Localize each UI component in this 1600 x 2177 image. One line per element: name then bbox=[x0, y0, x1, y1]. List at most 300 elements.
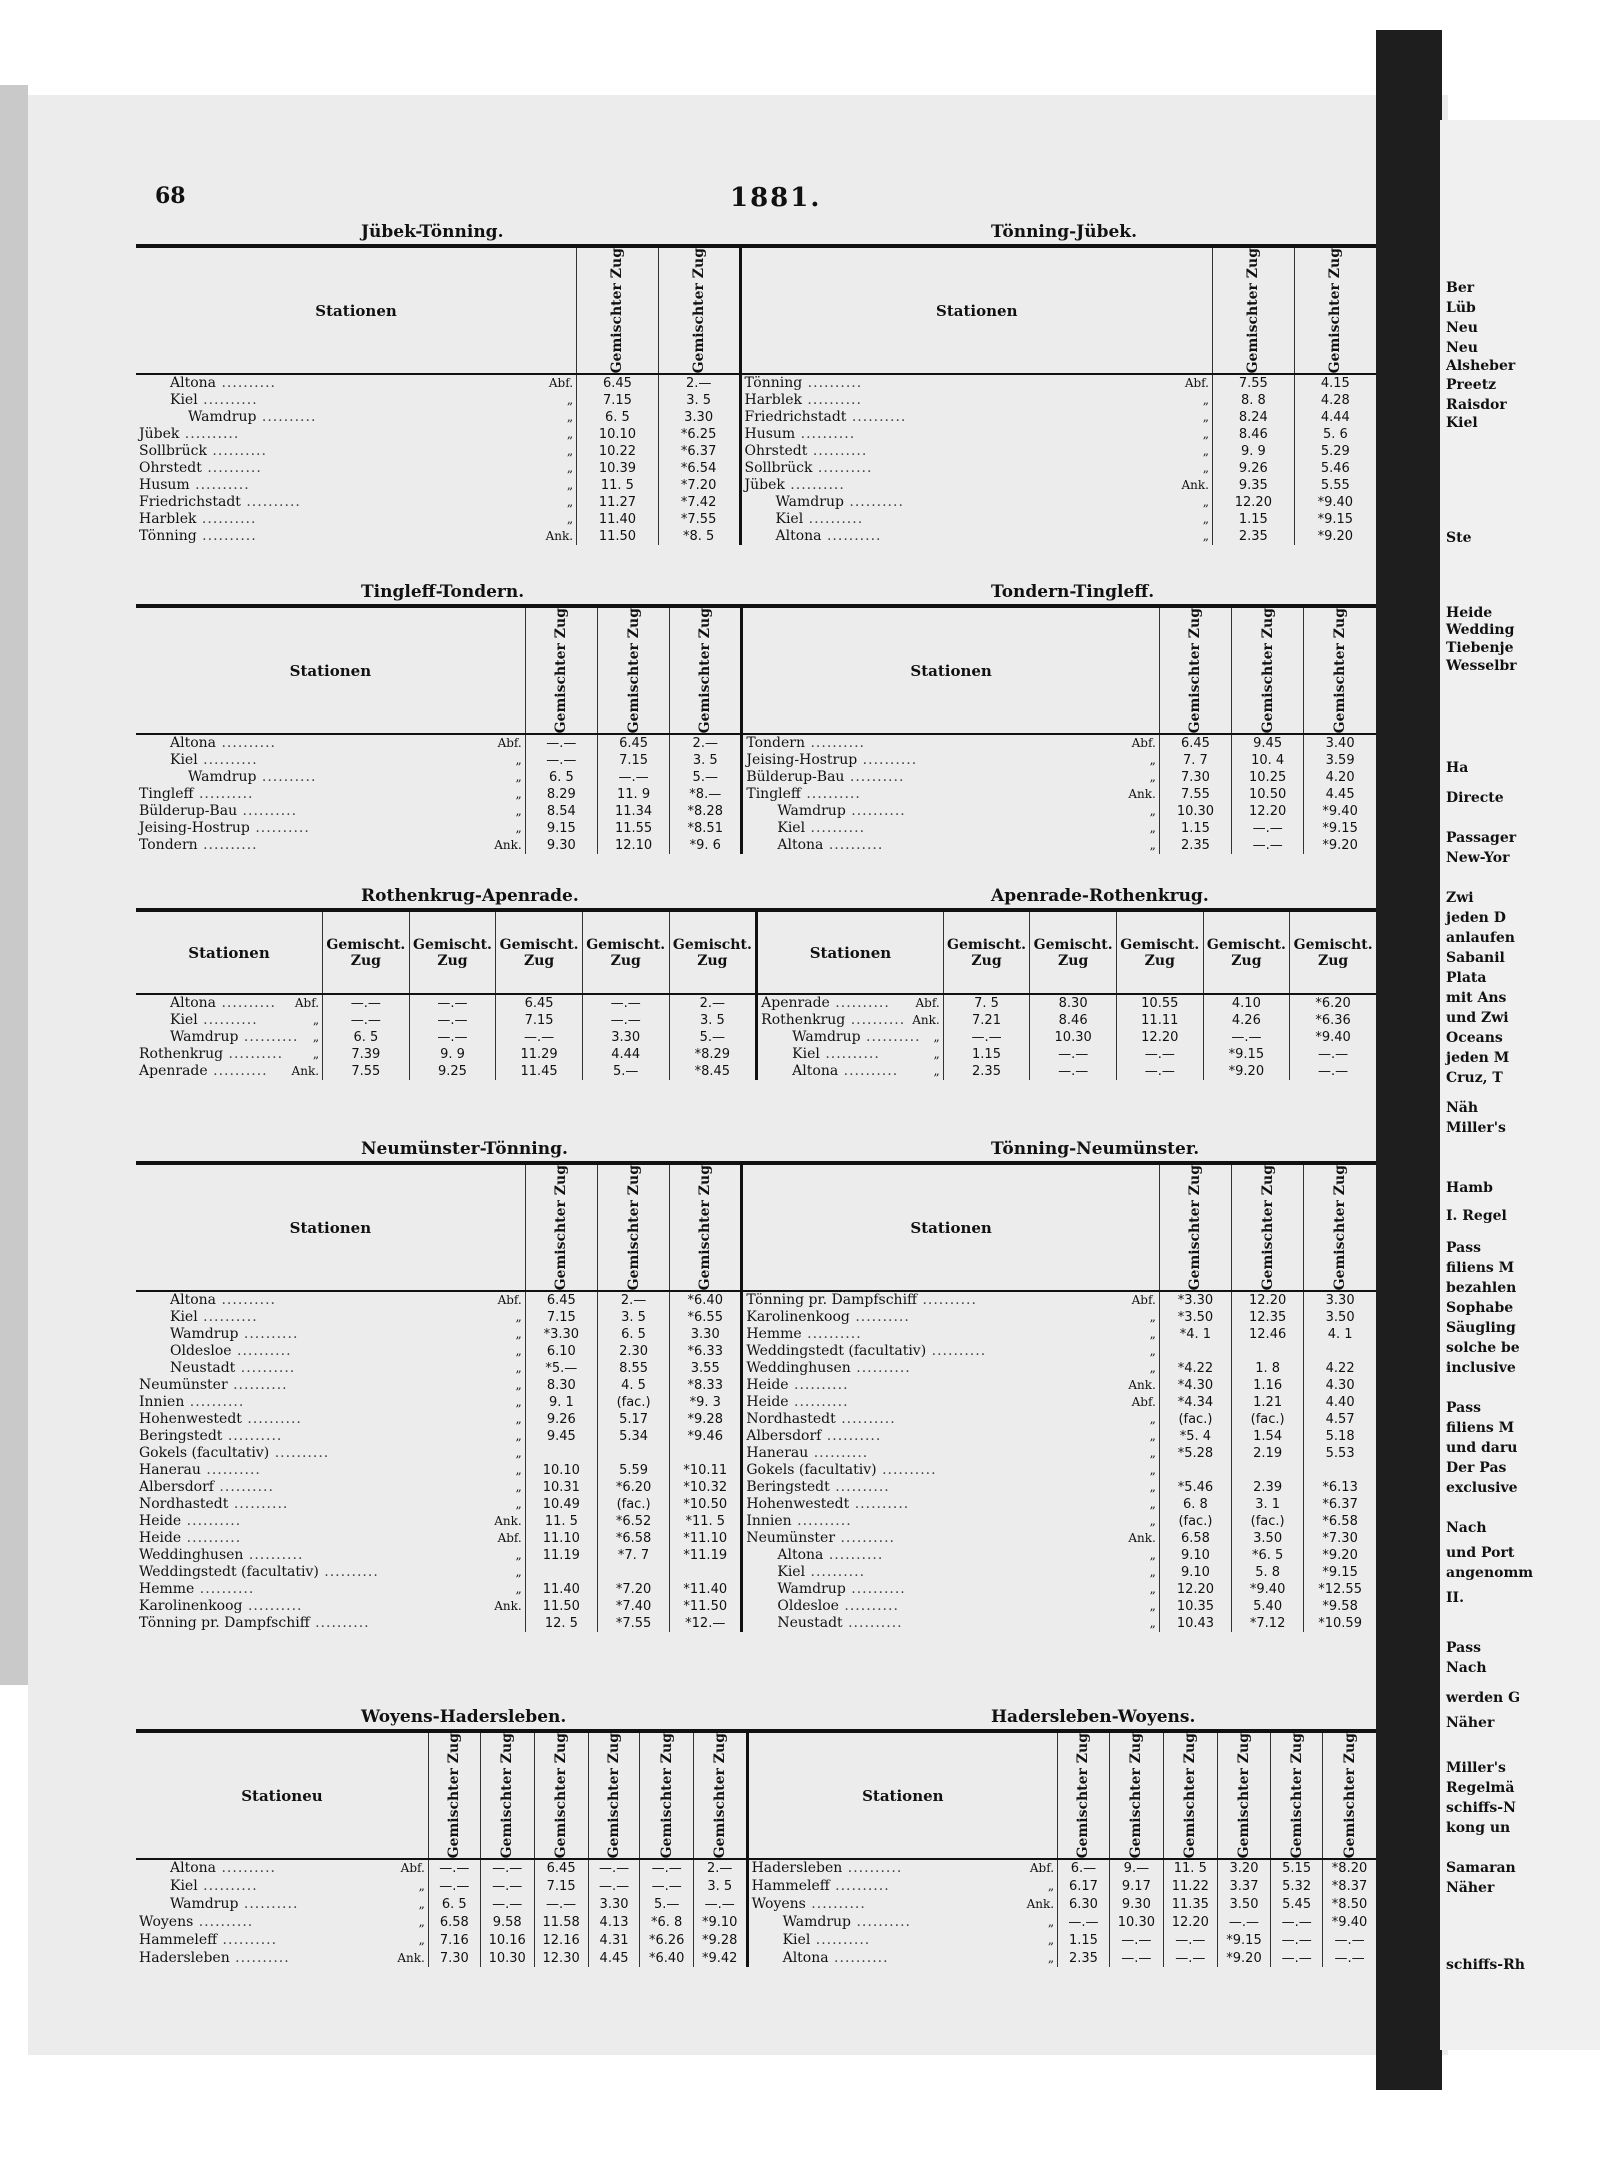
station-cell bbox=[136, 769, 525, 786]
station-suffix: „ bbox=[312, 1013, 320, 1027]
timetable-row bbox=[136, 820, 1376, 837]
station-name: Rothenkrug bbox=[761, 1012, 846, 1028]
station-suffix: Ank. bbox=[1026, 1896, 1055, 1911]
station-cell bbox=[742, 1377, 1159, 1394]
station-cell bbox=[757, 1029, 944, 1046]
station-cell bbox=[136, 1949, 428, 1967]
train-header-zug: Zug bbox=[437, 952, 468, 969]
time-cell: 3.59 bbox=[1304, 752, 1376, 769]
time-cell: 1.16 bbox=[1232, 1377, 1304, 1394]
train-header-label: Gemischter Zug bbox=[1245, 248, 1262, 374]
station-suffix: „ bbox=[1202, 512, 1209, 527]
time-cell bbox=[597, 1564, 669, 1581]
station-name: Ohrstedt bbox=[139, 460, 202, 477]
time-cell: 12. 5 bbox=[525, 1615, 597, 1632]
timetable-section bbox=[136, 578, 1376, 854]
time-cell: 6.— bbox=[1058, 1859, 1110, 1877]
time-cell: 9.45 bbox=[525, 1428, 597, 1445]
time-cell: 11.35 bbox=[1163, 1895, 1217, 1913]
stationen-header: Stationen bbox=[136, 1165, 525, 1291]
leader-dots: .......... bbox=[801, 392, 862, 409]
scan-edge bbox=[0, 85, 28, 1685]
leader-dots: .......... bbox=[788, 1394, 849, 1411]
train-header-zug: Zug bbox=[1144, 952, 1175, 969]
leader-dots: .......... bbox=[801, 1326, 862, 1343]
station-suffix: Abf. bbox=[548, 376, 574, 391]
station-name: Innien bbox=[746, 1513, 792, 1530]
station-cell bbox=[136, 1513, 525, 1530]
timetable-row bbox=[136, 1394, 1376, 1411]
station-name: Wamdrup bbox=[170, 1895, 239, 1912]
station-name: Tönning bbox=[744, 375, 803, 392]
train-header-label: Gemischter Zug bbox=[609, 248, 626, 374]
time-cell: 8.24 bbox=[1213, 409, 1295, 426]
next-page-text: New-Yor bbox=[1446, 850, 1510, 866]
station-suffix: „ bbox=[1202, 529, 1209, 544]
station-cell bbox=[136, 1046, 323, 1063]
leader-dots: .......... bbox=[829, 1479, 890, 1496]
timetable-row bbox=[136, 1877, 1376, 1895]
station-name: Jübek bbox=[744, 477, 785, 494]
time-cell: 5.— bbox=[640, 1895, 693, 1913]
time-cell: *6.25 bbox=[658, 426, 740, 443]
time-cell: *8.51 bbox=[670, 820, 742, 837]
train-header-label: Gemischt. bbox=[1033, 936, 1113, 953]
station-suffix: „ bbox=[566, 410, 574, 425]
station-name: Altona bbox=[170, 735, 217, 752]
timetable-row bbox=[136, 837, 1376, 854]
time-cell: 11. 5 bbox=[1163, 1859, 1217, 1877]
train-column-header bbox=[943, 912, 1030, 994]
station-suffix: Ank. bbox=[291, 1064, 320, 1078]
time-cell: 6.30 bbox=[1058, 1895, 1110, 1913]
section-title-right: Tondern-Tingleff. bbox=[991, 582, 1155, 602]
next-page-text: Näher bbox=[1446, 1880, 1495, 1896]
station-cell bbox=[136, 1895, 428, 1913]
station-cell bbox=[136, 1394, 525, 1411]
station-cell bbox=[747, 1895, 1057, 1913]
station-cell bbox=[742, 1479, 1159, 1496]
leader-dots: .......... bbox=[812, 460, 873, 477]
timetable bbox=[136, 1165, 1376, 1632]
station-name: Kiel bbox=[782, 1931, 811, 1948]
leader-dots: .......... bbox=[788, 1377, 849, 1394]
station-name: Altona bbox=[170, 1860, 217, 1877]
leader-dots: .......... bbox=[829, 1877, 890, 1894]
next-page-text: Preetz bbox=[1446, 377, 1497, 393]
station-name: Oldesloe bbox=[170, 1343, 232, 1360]
leader-dots: .......... bbox=[795, 426, 856, 443]
next-page-text: und Zwi bbox=[1446, 1010, 1509, 1026]
station-suffix: „ bbox=[515, 1463, 522, 1478]
next-page-text: Lüb bbox=[1446, 300, 1476, 316]
time-cell: —.— bbox=[1030, 1063, 1117, 1080]
next-page-text: werden G bbox=[1446, 1690, 1521, 1706]
time-cell: —.— bbox=[1163, 1931, 1217, 1949]
time-cell: 10.31 bbox=[525, 1479, 597, 1496]
timetable-row bbox=[136, 1931, 1376, 1949]
section-title-left: Jübek-Tönning. bbox=[361, 222, 504, 242]
station-name: Harblek bbox=[139, 511, 197, 528]
leader-dots: .......... bbox=[228, 1496, 289, 1513]
leader-dots: .......... bbox=[213, 1479, 274, 1496]
station-cell bbox=[757, 1046, 944, 1063]
station-suffix: „ bbox=[1149, 1565, 1156, 1580]
station-name: Heide bbox=[139, 1530, 182, 1547]
time-cell: *9.46 bbox=[670, 1428, 742, 1445]
station-name: Husum bbox=[139, 477, 190, 494]
next-page-text: Wesselbr bbox=[1446, 658, 1517, 674]
station-suffix: „ bbox=[515, 1412, 522, 1427]
leader-dots: .......... bbox=[805, 1895, 866, 1912]
time-cell: 10.43 bbox=[1159, 1615, 1231, 1632]
time-cell: (fac.) bbox=[1232, 1513, 1304, 1530]
time-cell: 6. 5 bbox=[525, 769, 597, 786]
station-cell bbox=[136, 1496, 525, 1513]
time-cell: —.— bbox=[1109, 1931, 1163, 1949]
time-cell: *9.28 bbox=[693, 1931, 747, 1949]
next-page-text: Samaran bbox=[1446, 1860, 1516, 1876]
section-titles bbox=[136, 1135, 1376, 1161]
leader-dots: .......... bbox=[196, 528, 257, 545]
station-suffix: Abf. bbox=[400, 1861, 425, 1876]
time-cell: 10.49 bbox=[525, 1496, 597, 1513]
time-cell: 12.30 bbox=[534, 1949, 588, 1967]
station-cell bbox=[742, 1394, 1159, 1411]
station-suffix: Ank. bbox=[494, 838, 522, 853]
station-name: Woyens bbox=[139, 1913, 194, 1930]
time-cell: 10. 4 bbox=[1232, 752, 1304, 769]
timetable-row bbox=[136, 1029, 1376, 1046]
timetable-row bbox=[136, 994, 1376, 1012]
leader-dots: .......... bbox=[197, 1877, 258, 1894]
station-suffix: Abf. bbox=[497, 1531, 522, 1546]
time-cell: *7. 7 bbox=[597, 1547, 669, 1564]
train-column-header bbox=[1058, 1733, 1110, 1859]
time-cell: *6.54 bbox=[658, 460, 740, 477]
station-cell bbox=[136, 1877, 428, 1895]
leader-dots: .......... bbox=[845, 1012, 906, 1028]
time-cell: 3.40 bbox=[1304, 734, 1376, 752]
stationen-header: Stationen bbox=[757, 912, 944, 994]
station-cell bbox=[136, 374, 577, 392]
station-cell bbox=[136, 443, 577, 460]
station-suffix: „ bbox=[515, 1378, 522, 1393]
time-cell: 9.58 bbox=[480, 1913, 534, 1931]
time-cell: *10.11 bbox=[670, 1462, 742, 1479]
station-suffix: Ank. bbox=[545, 529, 574, 544]
train-header-label: Gemischter Zug bbox=[446, 1733, 463, 1859]
time-cell: 9.17 bbox=[1109, 1877, 1163, 1895]
train-column-header bbox=[525, 608, 597, 734]
time-cell: *6.40 bbox=[640, 1949, 693, 1967]
train-header-zug: Zug bbox=[610, 952, 641, 969]
time-cell: 11. 9 bbox=[597, 786, 669, 803]
time-cell bbox=[1159, 1343, 1231, 1360]
next-page-text: Der Pas bbox=[1446, 1460, 1507, 1476]
time-cell: 1.15 bbox=[1213, 511, 1295, 528]
time-cell bbox=[597, 1445, 669, 1462]
station-suffix: Ank. bbox=[397, 1950, 425, 1965]
time-cell: 3. 5 bbox=[597, 1309, 669, 1326]
time-cell: 4.26 bbox=[1203, 1012, 1290, 1029]
time-cell: *6. 5 bbox=[1232, 1547, 1304, 1564]
train-column-header bbox=[1294, 248, 1376, 374]
leader-dots: .......... bbox=[309, 1615, 370, 1632]
station-suffix: Ank. bbox=[1181, 478, 1209, 493]
station-cell bbox=[742, 769, 1159, 786]
next-page-text: schiffs-N bbox=[1446, 1800, 1516, 1816]
next-page-text: Plata bbox=[1446, 970, 1487, 986]
time-cell: *9.15 bbox=[1203, 1046, 1290, 1063]
station-name: Altona bbox=[170, 1292, 217, 1309]
train-header-zug: Zug bbox=[697, 952, 728, 969]
leader-dots: .......... bbox=[829, 995, 890, 1011]
time-cell: 9.15 bbox=[525, 820, 597, 837]
time-cell: 9.25 bbox=[409, 1063, 496, 1080]
station-name: Altona bbox=[775, 528, 822, 545]
station-cell bbox=[136, 1859, 428, 1877]
next-page-text: schiffs-Rh bbox=[1446, 1957, 1525, 1973]
station-cell bbox=[136, 803, 525, 820]
timetable-row bbox=[136, 1360, 1376, 1377]
station-suffix: „ bbox=[515, 1480, 522, 1495]
time-cell: 6.45 bbox=[525, 1291, 597, 1309]
station-suffix: „ bbox=[1202, 461, 1209, 476]
station-suffix: „ bbox=[1149, 1497, 1156, 1512]
next-page-text: Ha bbox=[1446, 760, 1469, 776]
time-cell: 12.20 bbox=[1213, 494, 1295, 511]
leader-dots: .......... bbox=[184, 1394, 245, 1411]
station-name: Sollbrück bbox=[139, 443, 207, 460]
train-column-header bbox=[1159, 1165, 1231, 1291]
leader-dots: .......... bbox=[240, 494, 301, 511]
train-header-label: Gemischt. bbox=[326, 936, 406, 953]
time-cell: 12.35 bbox=[1232, 1309, 1304, 1326]
station-suffix: Ank. bbox=[494, 1514, 522, 1529]
section-title-left: Rothenkrug-Apenrade. bbox=[361, 886, 579, 906]
station-name: Innien bbox=[139, 1394, 185, 1411]
station-name: Wamdrup bbox=[792, 1029, 861, 1045]
leader-dots: .......... bbox=[800, 786, 861, 803]
time-cell: *8.50 bbox=[1323, 1895, 1376, 1913]
time-cell: 4.31 bbox=[588, 1931, 640, 1949]
time-cell: *6.40 bbox=[670, 1291, 742, 1309]
leader-dots: .......... bbox=[838, 1598, 899, 1615]
time-cell: 10.30 bbox=[1109, 1913, 1163, 1931]
time-cell: 4.40 bbox=[1304, 1394, 1376, 1411]
time-cell: —.— bbox=[409, 1029, 496, 1046]
timetable-row bbox=[136, 1046, 1376, 1063]
time-cell: *9.20 bbox=[1304, 837, 1376, 854]
leader-dots: .......... bbox=[838, 1063, 899, 1079]
leader-dots: .......... bbox=[845, 803, 906, 820]
station-suffix: „ bbox=[1149, 1327, 1156, 1342]
leader-dots: .......... bbox=[181, 1513, 242, 1530]
time-cell: —.— bbox=[1271, 1949, 1323, 1967]
station-name: Altona bbox=[777, 1547, 824, 1564]
time-cell: *6. 8 bbox=[640, 1913, 693, 1931]
time-cell: 9.26 bbox=[1213, 460, 1295, 477]
time-cell: —.— bbox=[1232, 837, 1304, 854]
leader-dots: .......... bbox=[850, 1360, 911, 1377]
timetable bbox=[136, 912, 1376, 1080]
time-cell: *6.55 bbox=[670, 1309, 742, 1326]
leader-dots: .......... bbox=[842, 1860, 903, 1877]
time-cell: *9.20 bbox=[1294, 528, 1376, 545]
time-cell: *6.20 bbox=[1290, 994, 1376, 1012]
time-cell: 6.45 bbox=[534, 1859, 588, 1877]
timetable bbox=[136, 248, 1376, 545]
next-page-text: Nach bbox=[1446, 1520, 1487, 1536]
time-cell: 3. 1 bbox=[1232, 1496, 1304, 1513]
leader-dots: .......... bbox=[201, 460, 262, 477]
time-cell: 11.11 bbox=[1116, 1012, 1203, 1029]
station-name: Tönning pr. Dampfschiff bbox=[746, 1292, 917, 1309]
time-cell: 7.15 bbox=[597, 752, 669, 769]
leader-dots: .......... bbox=[179, 426, 240, 443]
next-page-text: Regelmä bbox=[1446, 1780, 1515, 1796]
time-cell: *8.28 bbox=[670, 803, 742, 820]
time-cell: 10.10 bbox=[577, 426, 659, 443]
timetable-row bbox=[136, 786, 1376, 803]
leader-dots: .......... bbox=[845, 1581, 906, 1598]
leader-dots: .......... bbox=[241, 1411, 302, 1428]
next-page-text: jeden D bbox=[1446, 910, 1506, 926]
station-cell bbox=[757, 1012, 944, 1029]
time-cell: 2.35 bbox=[1213, 528, 1295, 545]
next-page-text: solche be bbox=[1446, 1340, 1520, 1356]
time-cell: 3.30 bbox=[670, 1326, 742, 1343]
time-cell: 6. 5 bbox=[577, 409, 659, 426]
time-cell: 5.— bbox=[582, 1063, 669, 1080]
next-page-text: Kiel bbox=[1446, 415, 1478, 431]
station-cell bbox=[747, 1877, 1057, 1895]
leader-dots: .......... bbox=[189, 477, 250, 494]
station-name: Ohrstedt bbox=[744, 443, 808, 460]
time-cell: 5. 6 bbox=[1294, 426, 1376, 443]
station-name: Wamdrup bbox=[170, 1029, 239, 1045]
station-cell bbox=[136, 1530, 525, 1547]
leader-dots: .......... bbox=[823, 1547, 884, 1564]
time-cell: *9. 3 bbox=[670, 1394, 742, 1411]
station-name: Woyens bbox=[751, 1895, 806, 1912]
time-cell: *9.15 bbox=[1304, 820, 1376, 837]
station-name: Wamdrup bbox=[188, 769, 257, 786]
time-cell: (fac.) bbox=[1159, 1411, 1231, 1428]
time-cell: *10.59 bbox=[1304, 1615, 1376, 1632]
train-header-zug: Zug bbox=[524, 952, 555, 969]
next-page-text: Oceans bbox=[1446, 1030, 1503, 1046]
time-cell: *7.12 bbox=[1232, 1615, 1304, 1632]
next-page-text: Hamb bbox=[1446, 1180, 1493, 1196]
time-cell: 9.30 bbox=[1109, 1895, 1163, 1913]
train-column-header bbox=[1323, 1733, 1376, 1859]
train-header-label: Gemischter Zug bbox=[1332, 608, 1349, 734]
train-column-header bbox=[597, 1165, 669, 1291]
time-cell: 5.18 bbox=[1304, 1428, 1376, 1445]
time-cell: —.— bbox=[1030, 1046, 1117, 1063]
stationen-header: Stationen bbox=[740, 248, 1213, 374]
station-cell bbox=[742, 1496, 1159, 1513]
time-cell: *9.20 bbox=[1217, 1949, 1270, 1967]
time-cell: 5.29 bbox=[1294, 443, 1376, 460]
time-cell: 5.59 bbox=[597, 1462, 669, 1479]
time-cell: *6.52 bbox=[597, 1513, 669, 1530]
station-name: Tönning pr. Dampfschiff bbox=[139, 1615, 310, 1632]
time-cell: 10.30 bbox=[480, 1949, 534, 1967]
time-cell: —.— bbox=[1058, 1913, 1110, 1931]
train-header-zug: Zug bbox=[1231, 952, 1262, 969]
time-cell: 3.50 bbox=[1304, 1309, 1376, 1326]
timetable-row bbox=[136, 477, 1376, 494]
time-cell: 3.55 bbox=[670, 1360, 742, 1377]
station-name: Kiel bbox=[170, 1877, 198, 1894]
section-title-right: Tönning-Jübek. bbox=[991, 222, 1137, 242]
station-suffix: „ bbox=[1149, 838, 1156, 853]
station-suffix: „ bbox=[566, 444, 574, 459]
next-page-text: und daru bbox=[1446, 1440, 1518, 1456]
time-cell bbox=[1232, 1462, 1304, 1479]
leader-dots: .......... bbox=[216, 995, 276, 1011]
time-cell: 7.16 bbox=[428, 1931, 480, 1949]
station-name: Weddinghusen bbox=[746, 1360, 851, 1377]
time-cell: 3.30 bbox=[1304, 1291, 1376, 1309]
station-cell bbox=[747, 1913, 1057, 1931]
station-suffix: Abf. bbox=[915, 996, 940, 1010]
station-name: Hohenwestedt bbox=[139, 1411, 242, 1428]
time-cell: 7.55 bbox=[323, 1063, 410, 1080]
leader-dots: .......... bbox=[238, 1029, 299, 1045]
leader-dots: .......... bbox=[242, 1598, 303, 1615]
timetable-row bbox=[136, 1411, 1376, 1428]
time-cell bbox=[525, 1445, 597, 1462]
station-cell bbox=[740, 409, 1213, 426]
station-name: Kiel bbox=[170, 1012, 198, 1028]
next-page-text: Pass bbox=[1446, 1400, 1481, 1416]
time-cell: *9.40 bbox=[1232, 1581, 1304, 1598]
time-cell: 6.17 bbox=[1058, 1877, 1110, 1895]
time-cell: —.— bbox=[1203, 1029, 1290, 1046]
time-cell: 1.15 bbox=[1159, 820, 1231, 837]
time-cell: —.— bbox=[428, 1877, 480, 1895]
station-name: Oldesloe bbox=[777, 1598, 839, 1615]
time-cell: 6.10 bbox=[525, 1343, 597, 1360]
leader-dots: .......... bbox=[231, 1343, 292, 1360]
time-cell: 8.46 bbox=[1030, 1012, 1117, 1029]
train-column-header bbox=[588, 1733, 640, 1859]
train-header-label: Gemischt. bbox=[1206, 936, 1286, 953]
station-cell bbox=[136, 1029, 323, 1046]
station-cell bbox=[136, 1360, 525, 1377]
time-cell: —.— bbox=[588, 1859, 640, 1877]
leader-dots: .......... bbox=[805, 820, 866, 837]
station-suffix: „ bbox=[933, 1030, 940, 1044]
time-cell: 12.46 bbox=[1232, 1326, 1304, 1343]
time-cell: *9.15 bbox=[1294, 511, 1376, 528]
train-column-header bbox=[669, 912, 757, 994]
station-name: Tondern bbox=[139, 837, 198, 854]
leader-dots: .......... bbox=[269, 1445, 330, 1462]
train-header-label: Gemischter Zug bbox=[553, 1733, 570, 1859]
time-cell: 5.— bbox=[669, 1029, 757, 1046]
station-suffix: „ bbox=[1149, 804, 1156, 819]
time-cell: —.— bbox=[1290, 1063, 1376, 1080]
station-suffix: Abf. bbox=[497, 1293, 522, 1308]
time-cell: *9.20 bbox=[1304, 1547, 1376, 1564]
next-page-text: bezahlen bbox=[1446, 1280, 1517, 1296]
leader-dots: .......... bbox=[791, 1513, 852, 1530]
